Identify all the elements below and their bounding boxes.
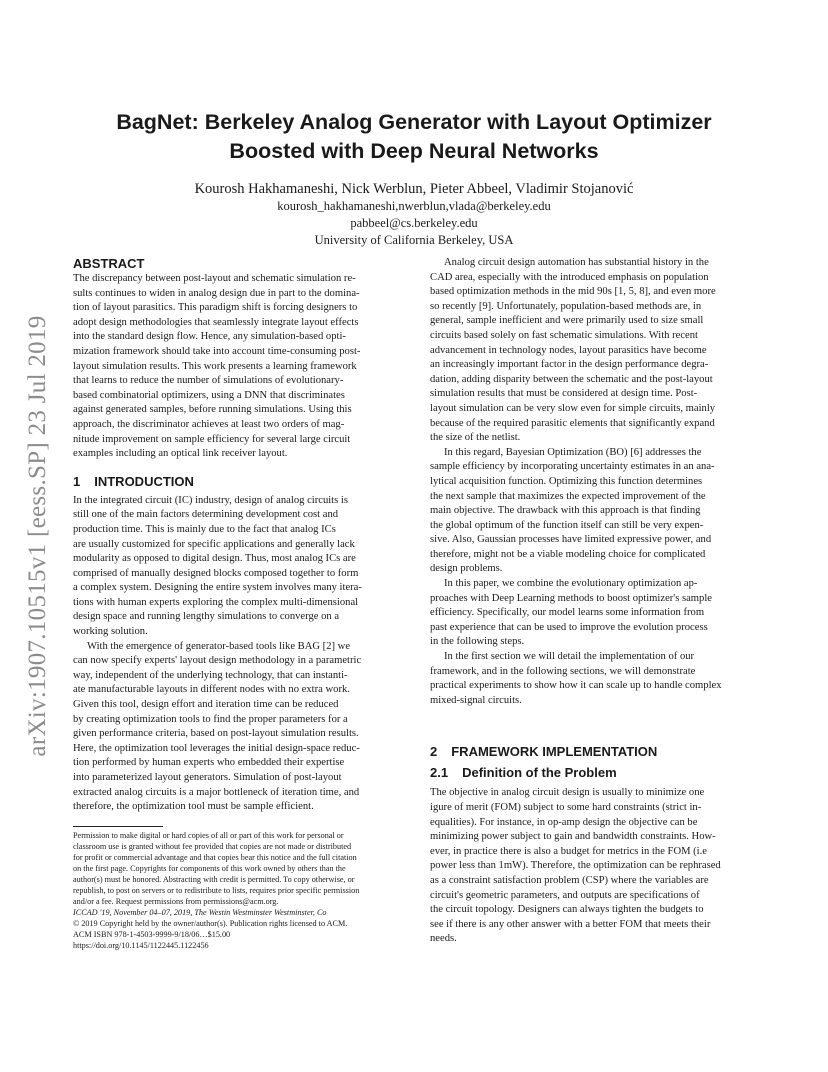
text-line: can now specify experts' layout design methodology in a parametric <box>73 655 362 667</box>
subsection-heading-definition <box>430 765 756 781</box>
text-line: circuits based solely on fast schematic simulations. With recent <box>430 329 698 341</box>
text-line: In the integrated circuit (IC) industry, design of analog circuits is <box>73 494 348 506</box>
footnote-conference <box>73 907 399 918</box>
text-line: working solution. <box>73 626 148 638</box>
text-line: The objective in analog circuit design is usually to minimize one <box>430 787 705 799</box>
footnote <box>73 830 399 951</box>
author-email: pabbeel@cs.berkeley.edu <box>350 216 478 230</box>
text-line: given performance criteria, based on post-layout simulation results. <box>73 728 359 740</box>
text-line: an increasingly important factor in the design performance degra- <box>430 359 709 371</box>
text-line: With the emergence of generator-based tools like BAG [2] we <box>87 640 351 652</box>
conference-text: ICCAD '19, November 04–07, 2019, The Westin Westminster Westminster, Co <box>73 907 327 917</box>
author-affiliation: University of California Berkeley, USA <box>314 233 514 247</box>
text-line: as a constraint satisfaction problem (CSP) where the variables are <box>430 874 709 886</box>
title-line: Boosted with Deep Neural Networks <box>229 139 599 163</box>
footnote-line: for profit or commercial advantage and that copies bear this notice and the full citation <box>73 852 357 862</box>
text-line: into the standard design flow. Hence, any simulation-based opti- <box>73 331 346 343</box>
arxiv-identifier-text: arXiv:1907.10515v1 [eess.SP] 23 Jul 2019 <box>24 315 51 757</box>
text-line: tions with human experts exploring the complex multi-dimensional <box>73 596 359 608</box>
text-line: power less than 1mW). Therefore, the optimization can be rephrased <box>430 860 721 872</box>
text-line: design space and running lengthy simulations to converge on a <box>73 611 340 623</box>
text-line: are usually customized for specific applications and generally lack <box>73 538 355 550</box>
text-line: therefore, might not be a viable modeling choice for complicated <box>430 548 706 560</box>
right-paragraph-3 <box>430 577 756 650</box>
arxiv-identifier <box>18 296 58 776</box>
text-line: the circuit topology. Designers can always tighten the budgets to <box>430 904 704 916</box>
text-line: layout simulation results. This work presents a learning framework <box>73 360 357 372</box>
text-line: proaches with Deep Learning methods to boost optimizer's sample <box>430 592 712 604</box>
text-line: The discrepancy between post-layout and schematic simulation re- <box>73 273 356 284</box>
text-line: dation, adding disparity between the schematic and the post-layout <box>430 373 713 385</box>
text-line: adopt design methodologies that seamlessly integrate layout effects <box>73 316 359 328</box>
text-line: Here, the optimization tool leverages the initial design-space reduc- <box>73 742 360 754</box>
text-line: simulation results that must be considered at design time. Post- <box>430 388 698 400</box>
text-line: sample efficiency by incorporating uncertainty estimates in an ana- <box>430 461 715 473</box>
text-line: mization framework should take into account time-consuming post- <box>73 345 361 357</box>
section-title: INTRODUCTION <box>94 473 194 489</box>
right-paragraph-2 <box>430 446 756 577</box>
text-line: based optimization methods in the mid 90s [1, 5, 8], and even more <box>430 286 716 298</box>
text-line: ate manufacturable layouts in different nodes with no extra work. <box>73 684 350 696</box>
text-line: In this paper, we combine the evolutionary optimization ap- <box>444 578 698 590</box>
footnote-rule <box>73 826 163 827</box>
text-line: Analog circuit design automation has substantial history in the <box>444 257 709 268</box>
text-line: minimizing power subject to gain and bandwidth constraints. How- <box>430 831 716 843</box>
text-line: because of the required parasitic elements that significantly expand <box>430 417 715 429</box>
footnote-doi: https://doi.org/10.1145/1122445.1122456 <box>73 940 209 950</box>
subsection-number: 2.1 <box>430 765 449 781</box>
text-line: circuit's geometric parameters, and outputs are specifications of <box>430 889 700 901</box>
text-line: still one of the main factors determining development cost and <box>73 509 339 521</box>
text-line: CAD area, especially with the introduced emphasis on population <box>430 271 709 283</box>
footnote-line: republish, to post on servers or to redistribute to lists, requires prior specific permission <box>73 885 360 895</box>
text-line: the next sample that maximizes the expected improvement of the <box>430 490 706 502</box>
right-paragraph-5 <box>430 786 756 947</box>
right-paragraph-4 <box>430 650 756 708</box>
text-line: production time. This is mainly due to the fact that analog ICs <box>73 523 336 535</box>
text-line: advancement in technology nodes, layout parasitics have become <box>430 344 707 356</box>
abstract-heading: ABSTRACT <box>73 256 145 271</box>
text-line: based combinatorial optimizers, using a DNN that discriminates <box>73 389 345 401</box>
left-column <box>73 256 399 951</box>
section-number: 2 <box>430 744 438 760</box>
text-line: mixed-signal circuits. <box>430 694 522 706</box>
text-line: practical experiments to show how it can scale up to handle complex <box>430 680 722 692</box>
text-line: the global optimum of the function itself can still be very expen- <box>430 519 704 531</box>
footnote-line: classroom use is granted without fee provided that copies are not made or distributed <box>73 841 352 851</box>
text-line: comprised of manually designed blocks composed together to form <box>73 567 359 579</box>
text-line: igure of merit (FOM) subject to some hard constraints (strict in- <box>430 802 702 813</box>
text-line: ever, in practice there is also a budget for metrics in the FOM (i.e <box>430 845 707 857</box>
footnote-isbn: ACM ISBN 978-1-4503-9999-9/18/06…$15.00 <box>73 929 231 939</box>
footnote-copyright: © 2019 Copyright held by the owner/author(s). Publication rights licensed to ACM. <box>73 918 348 928</box>
text-line: needs. <box>430 933 457 945</box>
intro-paragraph-2 <box>73 640 399 815</box>
text-line: so recently [9]. Unfortunately, population-based methods are, in <box>430 300 702 312</box>
text-line: that learns to reduce the number of simulations of evolutionary- <box>73 375 344 387</box>
text-line: past experience that can be used to improve the evolution process <box>430 621 708 633</box>
text-line: layout simulation can be very slow even for simple circuits, mainly <box>430 402 716 414</box>
right-column <box>430 256 756 947</box>
abstract-body <box>73 272 399 462</box>
text-line: efficiency. Specifically, our model learns some information from <box>430 607 705 619</box>
paper-title <box>80 108 748 166</box>
section-heading-framework <box>430 744 756 760</box>
text-line: tion performed by human experts who embedded their expertise <box>73 757 345 769</box>
footnote-line: and/or a fee. Request permissions from permissions@acm.org. <box>73 896 279 906</box>
text-line: nitude improvement on sample efficiency for several large circuit <box>73 433 351 445</box>
text-line: lytical acquisition function. Optimizing this function determines <box>430 475 703 487</box>
text-line: sults continues to widen in analog design due in part to the domina- <box>73 287 360 299</box>
intro-paragraph-1 <box>73 494 399 640</box>
text-line: framework, and in the following sections, we will demonstrate <box>430 665 696 677</box>
text-line: see if there is any other answer with a better FOM that meets their <box>430 918 711 930</box>
text-line: the size of the netlist. <box>430 432 521 444</box>
subsection-title: Definition of the Problem <box>462 765 617 781</box>
footnote-line: author(s) must be honored. Abstracting with credit is permitted. To copy otherwise, or <box>73 874 355 884</box>
footnote-line: on the first page. Copyrights for components of this work owned by others than the <box>73 863 346 873</box>
text-line: by creating optimization tools to find the proper parameters for a <box>73 713 348 725</box>
text-line: tion of layout parasitics. This paradigm shift is forcing designers to <box>73 302 358 314</box>
title-line: BagNet: Berkeley Analog Generator with Layout Optimizer <box>116 110 712 134</box>
author-block <box>80 180 748 249</box>
text-line: approach, the discriminator achieves at least two orders of mag- <box>73 418 345 430</box>
section-number: 1 <box>73 473 81 489</box>
text-line: a complex system. Designing the entire system involves many itera- <box>73 582 362 594</box>
text-line: sive. Also, Gaussian processes have limited expressive power, and <box>430 534 712 546</box>
text-line: design problems. <box>430 563 503 575</box>
text-line: modularity as opposed to digital design. Thus, most analog ICs are <box>73 553 356 565</box>
text-line: equalities). For instance, in op-amp design the objective can be <box>430 816 698 828</box>
text-line: into parameterized layout generators. Simulation of post-layout <box>73 772 342 783</box>
author-names: Kourosh Hakhamaneshi, Nick Werblun, Pieter Abbeel, Vladimir Stojanović <box>194 181 634 197</box>
section-heading-introduction <box>73 474 399 490</box>
author-email: kourosh_hakhamaneshi,nwerblun,vlada@berkeley.edu <box>277 199 551 213</box>
right-paragraph-1 <box>430 256 756 446</box>
text-line: against generated samples, before running simulations. Using this <box>73 404 352 416</box>
text-line: therefore, the optimization tool must be sample efficient. <box>73 801 314 813</box>
text-line: In the first section we will detail the implementation of our <box>444 651 695 663</box>
text-line: extracted analog circuits is a major bottleneck of iteration time, and <box>73 786 360 798</box>
text-line: Given this tool, design effort and iteration time can be reduced <box>73 699 339 711</box>
text-line: In this regard, Bayesian Optimization (BO) [6] addresses the <box>444 446 702 458</box>
text-line: main objective. The drawback with this approach is that finding <box>430 505 701 517</box>
text-line: examples including an optical link receiver layout. <box>73 448 288 460</box>
text-line: general, sample inefficient and were primarily used to size small <box>430 315 704 327</box>
text-line: in the following steps. <box>430 636 525 648</box>
footnote-line: Permission to make digital or hard copies of all or part of this work for personal or <box>73 830 344 840</box>
text-line: way, independent of the underlying technology, that can instanti- <box>73 669 348 681</box>
section-title: FRAMEWORK IMPLEMENTATION <box>451 744 658 760</box>
